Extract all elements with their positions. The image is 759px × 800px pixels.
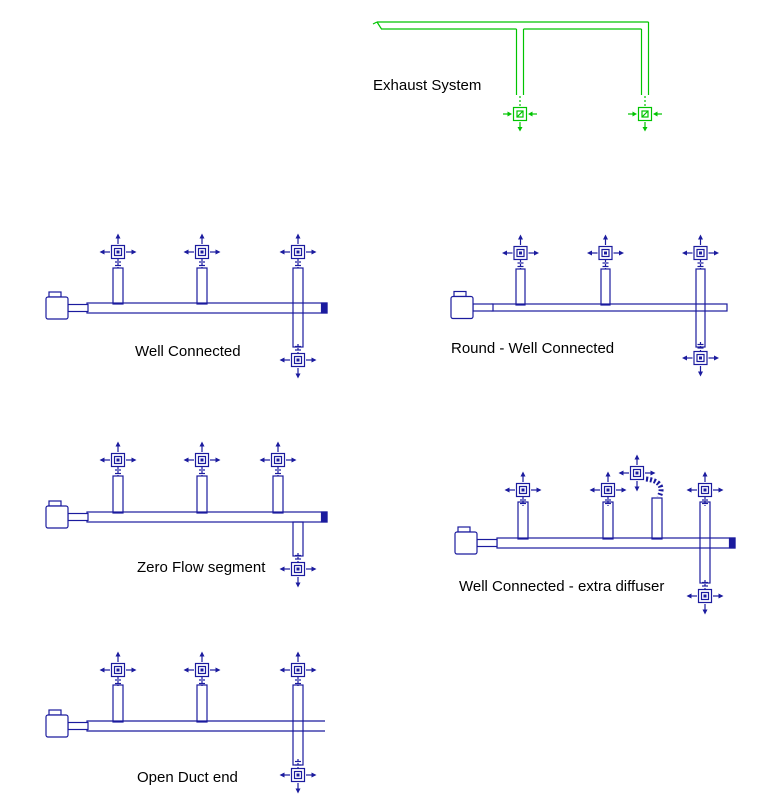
open-intake-end xyxy=(373,22,377,24)
duct-end-cap xyxy=(322,512,328,522)
diagram-round-well-connected xyxy=(451,235,727,377)
duct-end-cap xyxy=(322,303,328,313)
four-way-diffuser-icon xyxy=(280,553,317,588)
branch-riser xyxy=(197,685,207,722)
diagram-zero-flow-segment xyxy=(46,442,327,588)
four-way-diffuser-icon xyxy=(184,234,221,269)
fan-unit-icon xyxy=(46,292,88,319)
flex-duct-icon xyxy=(646,479,661,497)
branch-riser xyxy=(113,685,123,722)
fan-unit-icon xyxy=(455,527,497,554)
open-intake-end xyxy=(377,22,382,29)
exhaust-grille-icon xyxy=(628,96,662,132)
four-way-diffuser-icon xyxy=(687,472,724,507)
four-way-diffuser-icon xyxy=(260,442,297,477)
four-way-diffuser-icon xyxy=(590,472,627,507)
fan-unit-icon xyxy=(451,292,493,319)
duct-end-cap xyxy=(730,538,736,548)
four-way-diffuser-icon xyxy=(687,580,724,615)
branch-riser xyxy=(601,269,610,305)
fan-unit-icon xyxy=(46,501,88,528)
main-duct xyxy=(497,538,735,548)
branch-riser-stub xyxy=(652,498,662,539)
fan-unit-icon xyxy=(46,710,88,737)
branch-drop xyxy=(293,522,303,556)
four-way-diffuser-icon xyxy=(100,234,137,269)
four-way-diffuser-icon xyxy=(280,344,317,379)
diagram-label-extra-diffuser: Well Connected - extra diffuser xyxy=(459,578,665,595)
four-way-diffuser-icon xyxy=(280,234,317,269)
branch-riser xyxy=(197,268,207,304)
exhaust-grille-icon xyxy=(503,96,537,132)
four-way-diffuser-icon xyxy=(184,652,221,687)
branch-riser xyxy=(516,269,525,305)
four-way-diffuser-icon xyxy=(100,652,137,687)
diagram-label-exhaust-system: Exhaust System xyxy=(373,77,482,94)
diagram-open-duct-end xyxy=(46,652,325,794)
diagram-label-zero-flow-segment: Zero Flow segment xyxy=(137,559,266,576)
four-way-diffuser-icon xyxy=(280,652,317,687)
branch-riser xyxy=(518,502,528,539)
extra-diffuser-icon xyxy=(619,455,656,492)
branch-riser xyxy=(113,268,123,304)
four-way-diffuser-icon xyxy=(100,442,137,477)
four-way-diffuser-icon xyxy=(184,442,221,477)
diagram-well-connected-extra-diffuser xyxy=(455,455,735,615)
branch-riser xyxy=(273,476,283,513)
branch-riser xyxy=(113,476,123,513)
diagram-well-connected xyxy=(46,234,327,379)
branch-riser xyxy=(603,502,613,539)
four-way-diffuser-icon xyxy=(682,342,719,377)
diagram-exhaust-system xyxy=(373,22,662,132)
four-way-diffuser-icon xyxy=(280,759,317,794)
four-way-diffuser-icon xyxy=(502,235,539,270)
four-way-diffuser-icon xyxy=(682,235,719,270)
four-way-diffuser-icon xyxy=(587,235,624,270)
diagram-label-well-connected: Well Connected xyxy=(135,343,241,360)
branch-riser xyxy=(197,476,207,513)
diagram-label-round-well-connected: Round - Well Connected xyxy=(451,340,615,357)
four-way-diffuser-icon xyxy=(505,472,542,507)
diagram-label-open-duct-end: Open Duct end xyxy=(137,769,238,786)
